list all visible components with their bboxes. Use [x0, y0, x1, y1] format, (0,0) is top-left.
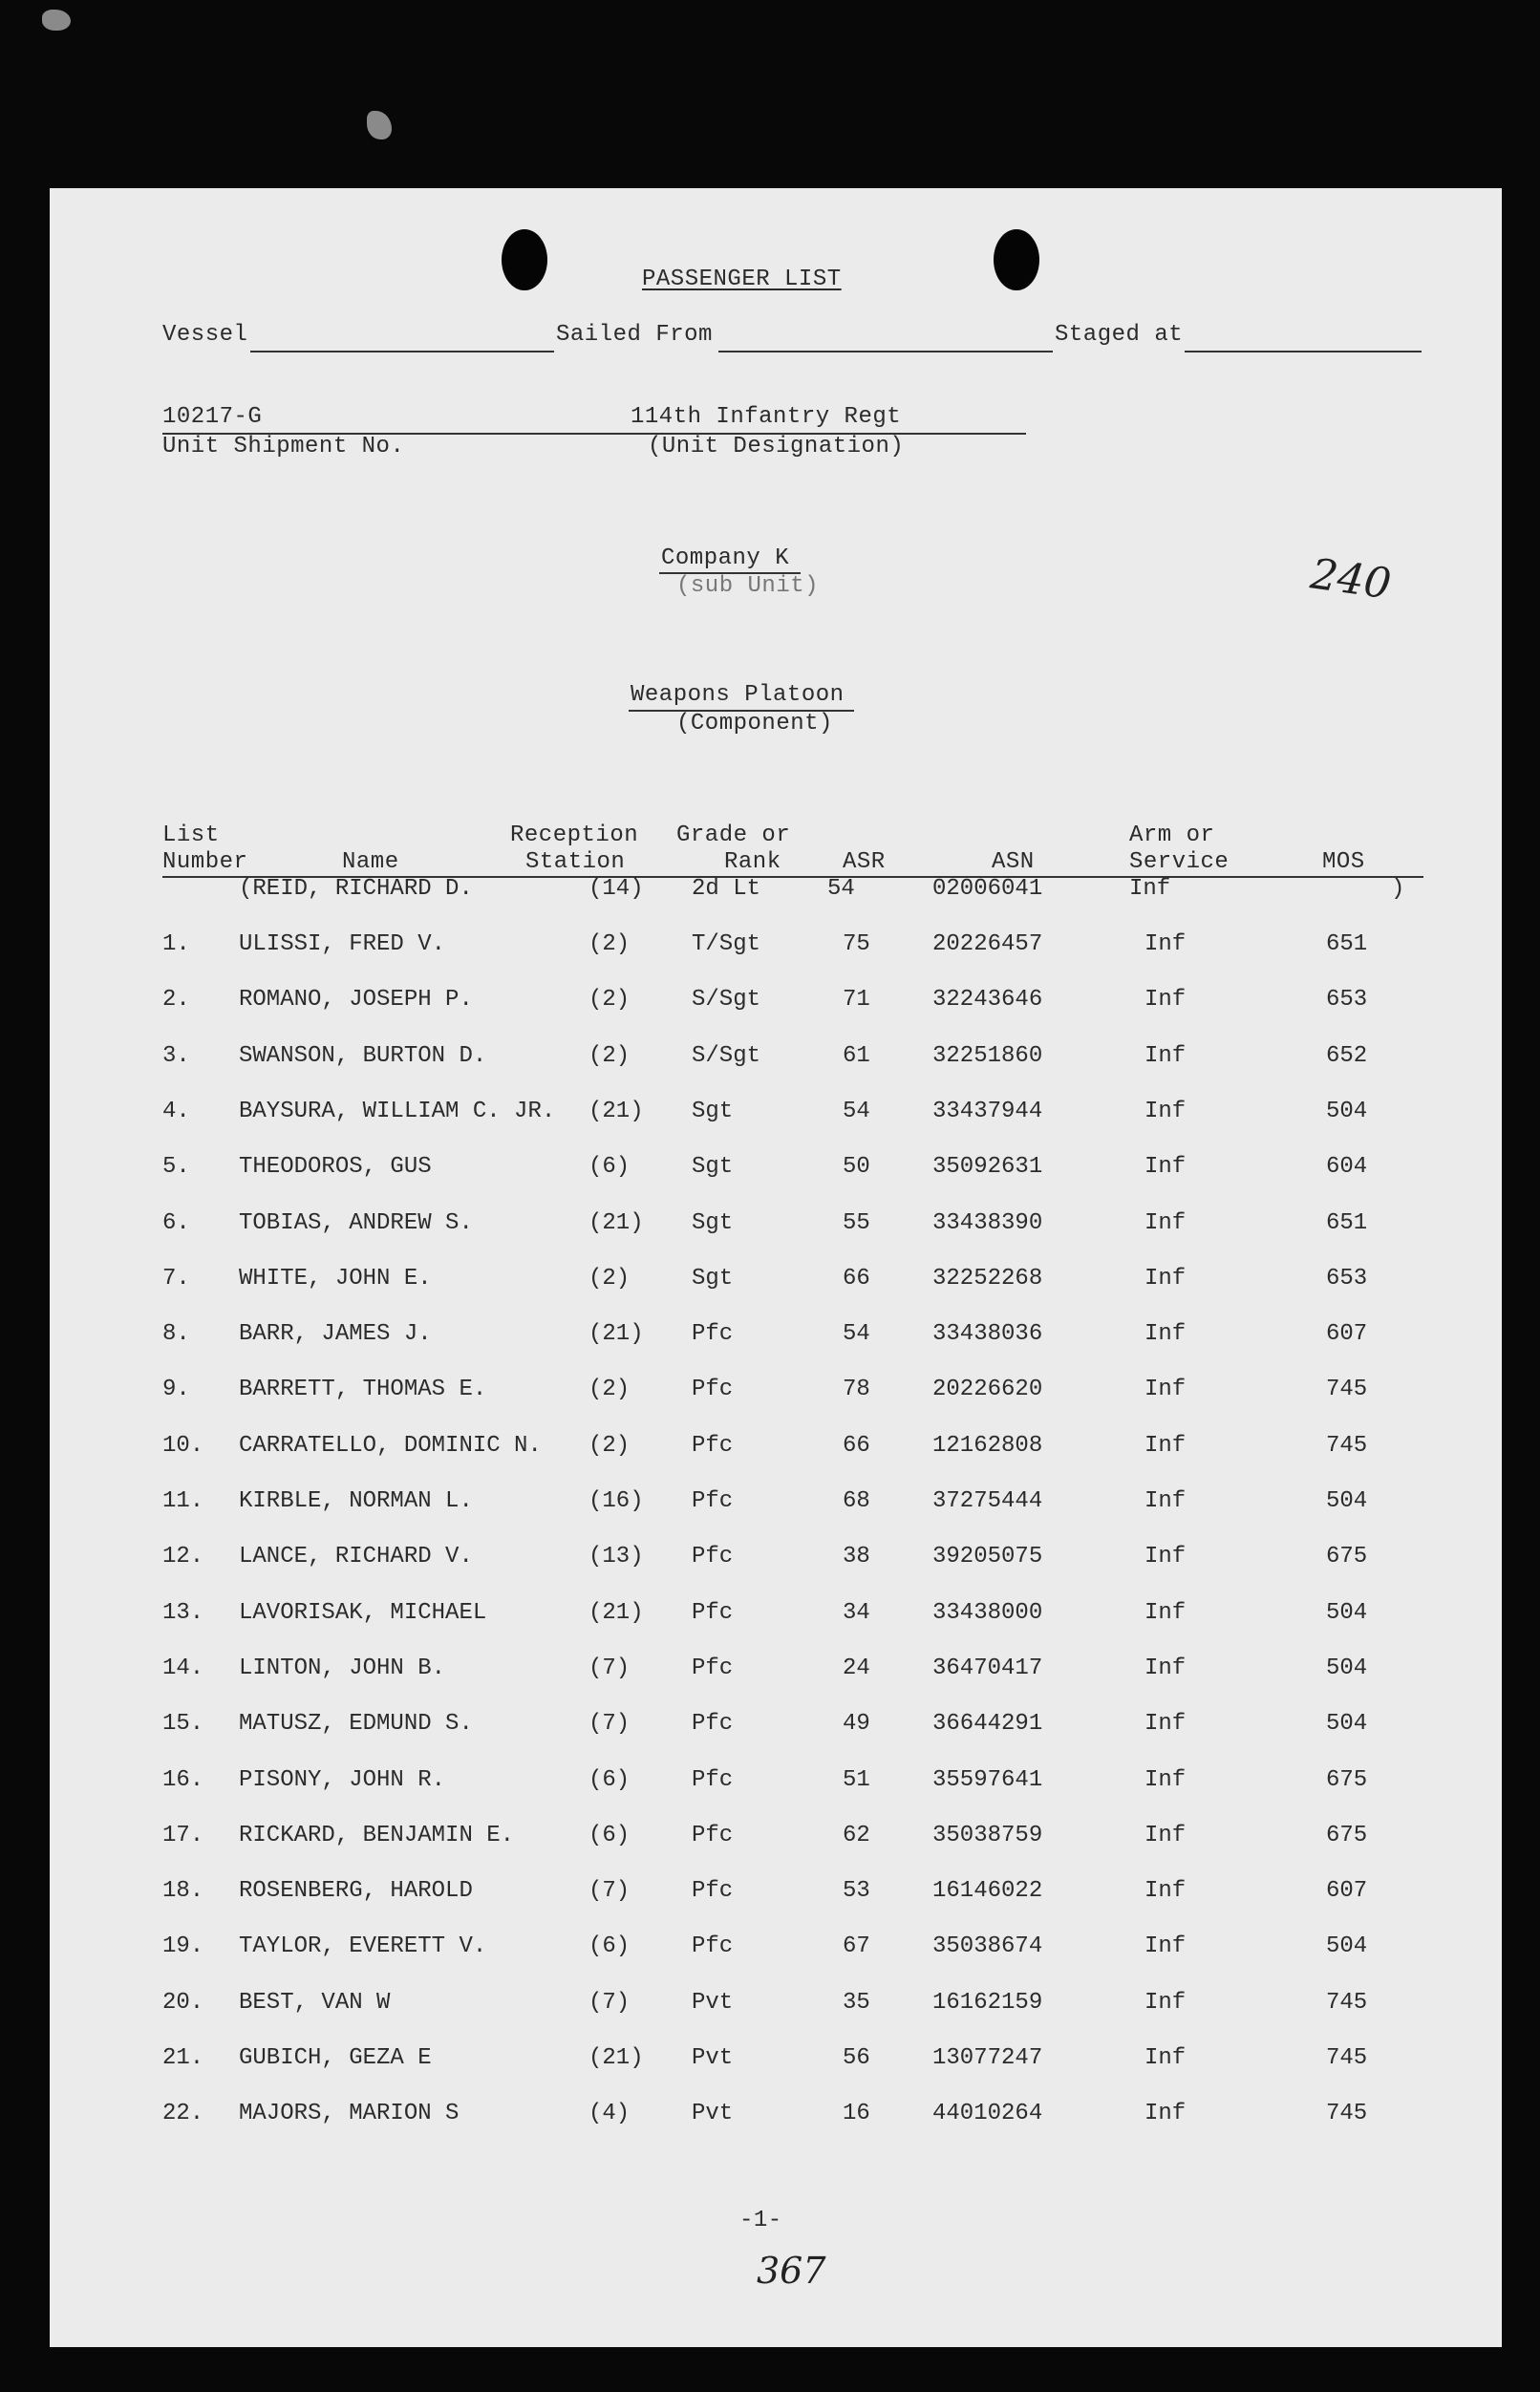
mos-code: 504	[1326, 1711, 1368, 1738]
asr-score: 34	[843, 1599, 870, 1626]
reception-station: (2)	[588, 1432, 631, 1459]
arm-service: Inf	[1144, 2101, 1187, 2127]
mos-code: 745	[1326, 1377, 1368, 1403]
grade-rank: Pfc	[692, 1544, 734, 1570]
list-number: 12.	[162, 1544, 204, 1570]
punch-hole-right	[994, 229, 1039, 290]
staged-at-label: Staged at	[1055, 322, 1184, 348]
asr-score: 75	[843, 931, 870, 957]
table-row	[50, 1377, 1502, 1415]
page-title: PASSENGER LIST	[642, 267, 842, 292]
list-number: 22.	[162, 2101, 204, 2127]
asr-score: 71	[843, 987, 870, 1014]
asr-score: 61	[843, 1042, 870, 1069]
table-row	[50, 1321, 1502, 1359]
passenger-name: ULISSI, FRED V.	[239, 931, 446, 957]
reception-station: (13)	[588, 1544, 644, 1570]
grade-rank: T/Sgt	[692, 931, 761, 957]
army-serial-number: 36470417	[932, 1655, 1043, 1681]
arm-service: Inf	[1144, 1154, 1187, 1181]
header-asn: ASN	[992, 849, 1035, 875]
grade-rank: Pfc	[692, 1933, 734, 1960]
mos-code: 745	[1326, 2045, 1368, 2071]
component-label: (Component)	[676, 711, 833, 737]
army-serial-number: 35038759	[932, 1822, 1043, 1848]
mos-code: 745	[1326, 1989, 1368, 2016]
asr-score: 56	[843, 2045, 870, 2071]
grade-rank: Pvt	[692, 1989, 734, 2016]
mos-code: 504	[1326, 1098, 1368, 1124]
officer-arm: Inf	[1129, 876, 1171, 902]
table-row	[50, 987, 1502, 1025]
asr-score: 62	[843, 1822, 870, 1848]
header-grade: Grade or	[676, 822, 791, 848]
list-number: 3.	[162, 1042, 190, 1069]
army-serial-number: 39205075	[932, 1544, 1043, 1570]
army-serial-number: 12162808	[932, 1432, 1043, 1459]
list-number: 1.	[162, 931, 190, 957]
table-row	[50, 2101, 1502, 2139]
officer-asn: 02006041	[932, 876, 1043, 902]
reception-station: (7)	[588, 1989, 631, 2016]
reception-station: (21)	[588, 1321, 644, 1348]
header-list: List	[162, 822, 220, 848]
officer-row	[50, 876, 1502, 914]
header-name: Name	[342, 849, 399, 875]
army-serial-number: 32251860	[932, 1042, 1043, 1069]
asr-score: 51	[843, 1766, 870, 1793]
asr-score: 38	[843, 1544, 870, 1570]
table-row	[50, 1099, 1502, 1137]
grade-rank: Pfc	[692, 1766, 734, 1793]
passenger-name: TAYLOR, EVERETT V.	[239, 1933, 487, 1960]
arm-service: Inf	[1144, 1432, 1187, 1459]
asr-score: 68	[843, 1488, 870, 1514]
passenger-name: LANCE, RICHARD V.	[239, 1544, 473, 1570]
mos-code: 675	[1326, 1766, 1368, 1793]
sailed-from-label: Sailed From	[556, 322, 713, 348]
table-row	[50, 1990, 1502, 2028]
officer-rank: 2d Lt	[692, 876, 761, 902]
unit-designation-label: (Unit Designation)	[648, 434, 905, 459]
header-station: Station	[525, 849, 626, 875]
arm-service: Inf	[1144, 1265, 1187, 1292]
header-number: Number	[162, 849, 248, 875]
grade-rank: Pvt	[692, 2101, 734, 2127]
reception-station: (6)	[588, 1154, 631, 1181]
reception-station: (2)	[588, 987, 631, 1014]
passenger-name: WHITE, JOHN E.	[239, 1265, 432, 1292]
passenger-name: PISONY, JOHN R.	[239, 1766, 446, 1793]
reception-station: (21)	[588, 1098, 644, 1124]
arm-service: Inf	[1144, 1878, 1187, 1905]
header-mos: MOS	[1322, 849, 1365, 875]
army-serial-number: 35597641	[932, 1766, 1043, 1793]
arm-service: Inf	[1144, 1544, 1187, 1570]
table-row	[50, 1600, 1502, 1638]
army-serial-number: 16162159	[932, 1989, 1043, 2016]
table-row	[50, 1544, 1502, 1582]
passenger-name: CARRATELLO, DOMINIC N.	[239, 1432, 542, 1459]
asr-score: 53	[843, 1878, 870, 1905]
mos-code: 504	[1326, 1933, 1368, 1960]
mos-code: 745	[1326, 2101, 1368, 2127]
grade-rank: Pfc	[692, 1655, 734, 1681]
asr-score: 55	[843, 1209, 870, 1236]
army-serial-number: 35038674	[932, 1933, 1043, 1960]
table-row	[50, 1655, 1502, 1694]
arm-service: Inf	[1144, 1209, 1187, 1236]
arm-service: Inf	[1144, 1377, 1187, 1403]
page-number: -1-	[739, 2208, 782, 2233]
list-number: 20.	[162, 1989, 204, 2016]
unit-designation: 114th Infantry Regt	[631, 404, 902, 430]
reception-station: (2)	[588, 1042, 631, 1069]
grade-rank: Pfc	[692, 1878, 734, 1905]
asr-score: 54	[843, 1098, 870, 1124]
list-number: 19.	[162, 1933, 204, 1960]
mos-code: 653	[1326, 987, 1368, 1014]
reception-station: (2)	[588, 1377, 631, 1403]
sub-unit: Company K	[661, 545, 790, 571]
passenger-name: MAJORS, MARION S	[239, 2101, 460, 2127]
sailed-from-blank	[718, 351, 1053, 352]
table-row	[50, 1043, 1502, 1081]
asr-score: 54	[843, 1321, 870, 1348]
list-number: 6.	[162, 1209, 190, 1236]
list-number: 5.	[162, 1154, 190, 1181]
reception-station: (16)	[588, 1488, 644, 1514]
component: Weapons Platoon	[631, 682, 845, 708]
mos-code: 604	[1326, 1154, 1368, 1181]
table-row	[50, 1210, 1502, 1249]
passenger-name: LAVORISAK, MICHAEL	[239, 1599, 487, 1626]
table-row	[50, 1266, 1502, 1304]
mos-code: 504	[1326, 1599, 1368, 1626]
reception-station: (7)	[588, 1655, 631, 1681]
arm-service: Inf	[1144, 1042, 1187, 1069]
header-rank: Rank	[724, 849, 781, 875]
punch-hole-left	[502, 229, 547, 290]
table-row	[50, 1933, 1502, 1972]
passenger-name: SWANSON, BURTON D.	[239, 1042, 487, 1069]
arm-service: Inf	[1144, 931, 1187, 957]
list-number: 17.	[162, 1822, 204, 1848]
arm-service: Inf	[1144, 1989, 1187, 2016]
asr-score: 35	[843, 1989, 870, 2016]
reception-station: (21)	[588, 1599, 644, 1626]
list-number: 11.	[162, 1488, 204, 1514]
table-row	[50, 1878, 1502, 1916]
sub-unit-label: (sub Unit)	[676, 573, 820, 599]
arm-service: Inf	[1144, 1488, 1187, 1514]
arm-service: Inf	[1144, 1933, 1187, 1960]
mos-code: 504	[1326, 1655, 1368, 1681]
grade-rank: Pfc	[692, 1432, 734, 1459]
staged-at-blank	[1185, 351, 1422, 352]
unit-shipment-no: 10217-G	[162, 404, 263, 430]
army-serial-number: 33438036	[932, 1321, 1043, 1348]
grade-rank: Sgt	[692, 1209, 734, 1236]
mos-code: 675	[1326, 1544, 1368, 1570]
reception-station: (6)	[588, 1822, 631, 1848]
passenger-name: MATUSZ, EDMUND S.	[239, 1711, 473, 1738]
reception-station: (21)	[588, 2045, 644, 2071]
table-row	[50, 1711, 1502, 1749]
list-number: 7.	[162, 1265, 190, 1292]
officer-close-paren: )	[1391, 876, 1405, 902]
grade-rank: Sgt	[692, 1098, 734, 1124]
passenger-name: ROSENBERG, HAROLD	[239, 1878, 473, 1905]
handwritten-count: 240	[1307, 549, 1395, 609]
army-serial-number: 13077247	[932, 2045, 1043, 2071]
army-serial-number: 32243646	[932, 987, 1043, 1014]
passenger-name: BEST, VAN W	[239, 1989, 391, 2016]
army-serial-number: 36644291	[932, 1711, 1043, 1738]
army-serial-number: 33438390	[932, 1209, 1043, 1236]
grade-rank: Pfc	[692, 1711, 734, 1738]
asr-score: 67	[843, 1933, 870, 1960]
asr-score: 66	[843, 1265, 870, 1292]
army-serial-number: 35092631	[932, 1154, 1043, 1181]
grade-rank: Pvt	[692, 2045, 734, 2071]
list-number: 18.	[162, 1878, 204, 1905]
arm-service: Inf	[1144, 1599, 1187, 1626]
asr-score: 78	[843, 1377, 870, 1403]
passenger-name: ROMANO, JOSEPH P.	[239, 987, 473, 1014]
table-row	[50, 1767, 1502, 1805]
army-serial-number: 44010264	[932, 2101, 1043, 2127]
asr-score: 49	[843, 1711, 870, 1738]
passenger-name: BARRETT, THOMAS E.	[239, 1377, 487, 1403]
asr-score: 50	[843, 1154, 870, 1181]
officer-name: (REID, RICHARD D.	[239, 876, 473, 902]
passenger-name: BARR, JAMES J.	[239, 1321, 432, 1348]
list-number: 2.	[162, 987, 190, 1014]
list-number: 15.	[162, 1711, 204, 1738]
header-arm: Arm or	[1129, 822, 1215, 848]
reception-station: (4)	[588, 2101, 631, 2127]
header-service: Service	[1129, 849, 1230, 875]
grade-rank: Sgt	[692, 1265, 734, 1292]
asr-score: 24	[843, 1655, 870, 1681]
passenger-name: TOBIAS, ANDREW S.	[239, 1209, 473, 1236]
arm-service: Inf	[1144, 1655, 1187, 1681]
arm-service: Inf	[1144, 1321, 1187, 1348]
list-number: 14.	[162, 1655, 204, 1681]
list-number: 8.	[162, 1321, 190, 1348]
reception-station: (21)	[588, 1209, 644, 1236]
handwritten-page-number: 367	[757, 2250, 826, 2292]
arm-service: Inf	[1144, 1822, 1187, 1848]
passenger-name: RICKARD, BENJAMIN E.	[239, 1822, 515, 1848]
document-sheet	[50, 188, 1502, 2347]
reception-station: (7)	[588, 1711, 631, 1738]
mos-code: 607	[1326, 1321, 1368, 1348]
arm-service: Inf	[1144, 1711, 1187, 1738]
header-reception: Reception	[510, 822, 639, 848]
grade-rank: Pfc	[692, 1599, 734, 1626]
table-row	[50, 2045, 1502, 2083]
passenger-name: THEODOROS, GUS	[239, 1154, 432, 1181]
table-row	[50, 931, 1502, 970]
vessel-blank	[250, 351, 554, 352]
scan-speck	[42, 10, 71, 31]
grade-rank: Pfc	[692, 1377, 734, 1403]
mos-code: 653	[1326, 1265, 1368, 1292]
arm-service: Inf	[1144, 987, 1187, 1014]
arm-service: Inf	[1144, 1098, 1187, 1124]
mos-code: 651	[1326, 931, 1368, 957]
list-number: 10.	[162, 1432, 204, 1459]
list-number: 21.	[162, 2045, 204, 2071]
table-row	[50, 1823, 1502, 1861]
mos-code: 745	[1326, 1432, 1368, 1459]
army-serial-number: 37275444	[932, 1488, 1043, 1514]
mos-code: 607	[1326, 1878, 1368, 1905]
reception-station: (7)	[588, 1878, 631, 1905]
army-serial-number: 16146022	[932, 1878, 1043, 1905]
mos-code: 651	[1326, 1209, 1368, 1236]
list-number: 13.	[162, 1599, 204, 1626]
table-row	[50, 1154, 1502, 1192]
reception-station: (6)	[588, 1933, 631, 1960]
unit-shipment-label: Unit Shipment No.	[162, 434, 405, 459]
arm-service: Inf	[1144, 1766, 1187, 1793]
passenger-name: GUBICH, GEZA E	[239, 2045, 432, 2071]
arm-service: Inf	[1144, 2045, 1187, 2071]
header-asr: ASR	[843, 849, 886, 875]
asr-score: 16	[843, 2101, 870, 2127]
army-serial-number: 33438000	[932, 1599, 1043, 1626]
grade-rank: S/Sgt	[692, 1042, 761, 1069]
list-number: 9.	[162, 1377, 190, 1403]
table-row	[50, 1433, 1502, 1471]
grade-rank: Sgt	[692, 1154, 734, 1181]
list-number: 4.	[162, 1098, 190, 1124]
passenger-name: BAYSURA, WILLIAM C. JR.	[239, 1098, 556, 1124]
list-number: 16.	[162, 1766, 204, 1793]
officer-station: (14)	[588, 876, 644, 902]
army-serial-number: 32252268	[932, 1265, 1043, 1292]
grade-rank: Pfc	[692, 1321, 734, 1348]
mos-code: 675	[1326, 1822, 1368, 1848]
reception-station: (2)	[588, 931, 631, 957]
mos-code: 504	[1326, 1488, 1368, 1514]
grade-rank: Pfc	[692, 1488, 734, 1514]
table-row	[50, 1488, 1502, 1527]
passenger-name: LINTON, JOHN B.	[239, 1655, 446, 1681]
army-serial-number: 20226620	[932, 1377, 1043, 1403]
officer-asr: 54	[827, 876, 855, 902]
grade-rank: S/Sgt	[692, 987, 761, 1014]
passenger-name: KIRBLE, NORMAN L.	[239, 1488, 473, 1514]
mos-code: 652	[1326, 1042, 1368, 1069]
army-serial-number: 33437944	[932, 1098, 1043, 1124]
scan-speck	[367, 111, 392, 139]
asr-score: 66	[843, 1432, 870, 1459]
grade-rank: Pfc	[692, 1822, 734, 1848]
reception-station: (2)	[588, 1265, 631, 1292]
army-serial-number: 20226457	[932, 931, 1043, 957]
vessel-label: Vessel	[162, 322, 248, 348]
reception-station: (6)	[588, 1766, 631, 1793]
